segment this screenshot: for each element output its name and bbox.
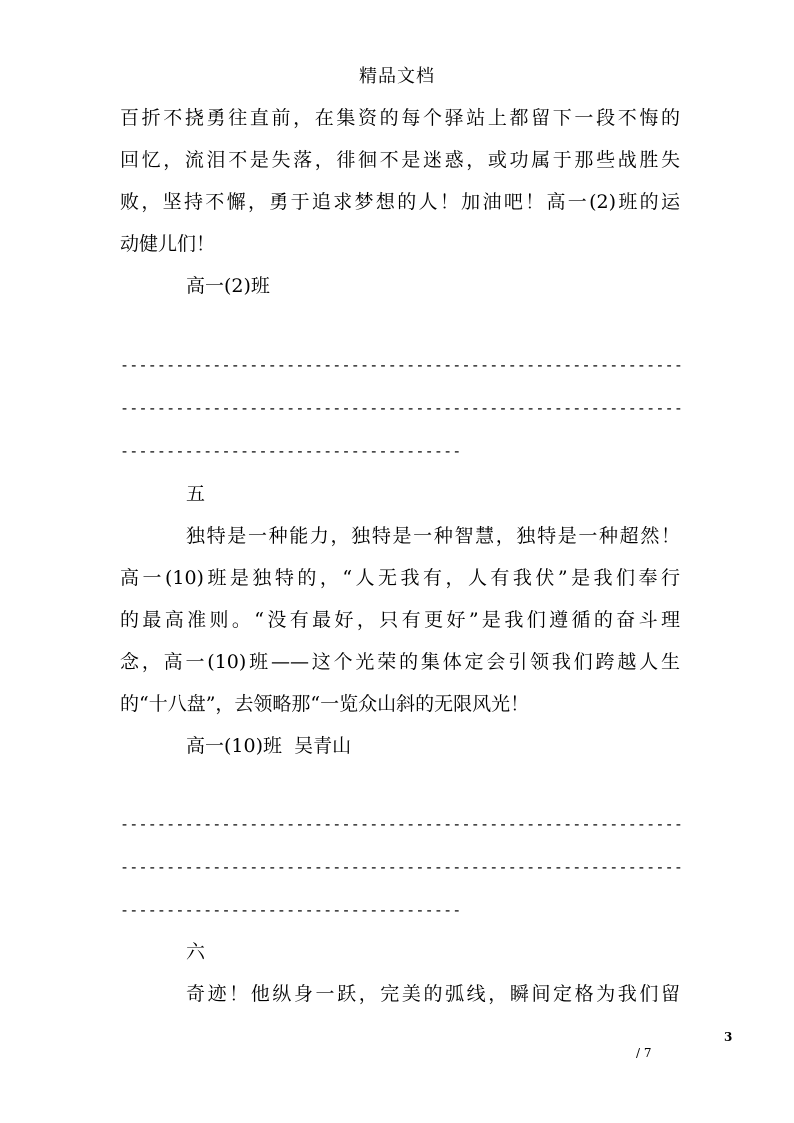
page-number: 3 (724, 1030, 733, 1044)
paragraph-line: 的最高准则。“没有最好，只有更好”是我们遵循的奋斗理 (120, 609, 680, 631)
paragraph-line: 败，坚持不懈，勇于追求梦想的人！加油吧！高一(2)班的运 (120, 191, 680, 213)
separator-line: ------------------------------------------------------------- (120, 858, 684, 876)
paragraph-line: 回忆，流泪不是失落，徘徊不是迷惑，或功属于那些战胜失 (120, 149, 680, 171)
section-heading: 六 (186, 941, 206, 963)
paragraph-line: 高一(10)班是独特的，“人无我有，人有我伏”是我们奉行 (120, 567, 680, 589)
paragraph-line: 的“十八盘”，去领略那“一览众山斜的无限风光！ (120, 693, 530, 715)
separator-line: ------------------------------------------------------------- (120, 815, 684, 833)
paragraph-line: 奇迹！他纵身一跃，完美的弧线，瞬间定格为我们留 (186, 983, 680, 1005)
signature: 高一(2)班 (186, 275, 270, 297)
paragraph-line: 百折不挠勇往直前，在集资的每个驿站上都留下一段不悔的 (120, 107, 680, 129)
signature: 高一(10)班 吴青山 (186, 735, 352, 757)
paragraph-line: 动健儿们！ (120, 233, 216, 255)
paragraph-line: 独特是一种能力，独特是一种智慧，独特是一种超然！ (186, 525, 680, 547)
page-total: / 7 (636, 1046, 652, 1060)
separator-line: ------------------------------------- (120, 901, 462, 919)
section-heading: 五 (186, 483, 206, 505)
separator-line: ------------------------------------------------------------- (120, 399, 684, 417)
paragraph-line: 念，高一(10)班——这个光荣的集体定会引领我们跨越人生 (120, 651, 680, 673)
separator-line: ------------------------------------------------------------- (120, 356, 684, 374)
separator-line: ------------------------------------- (120, 442, 462, 460)
page-header-title: 精品文档 (359, 66, 435, 87)
